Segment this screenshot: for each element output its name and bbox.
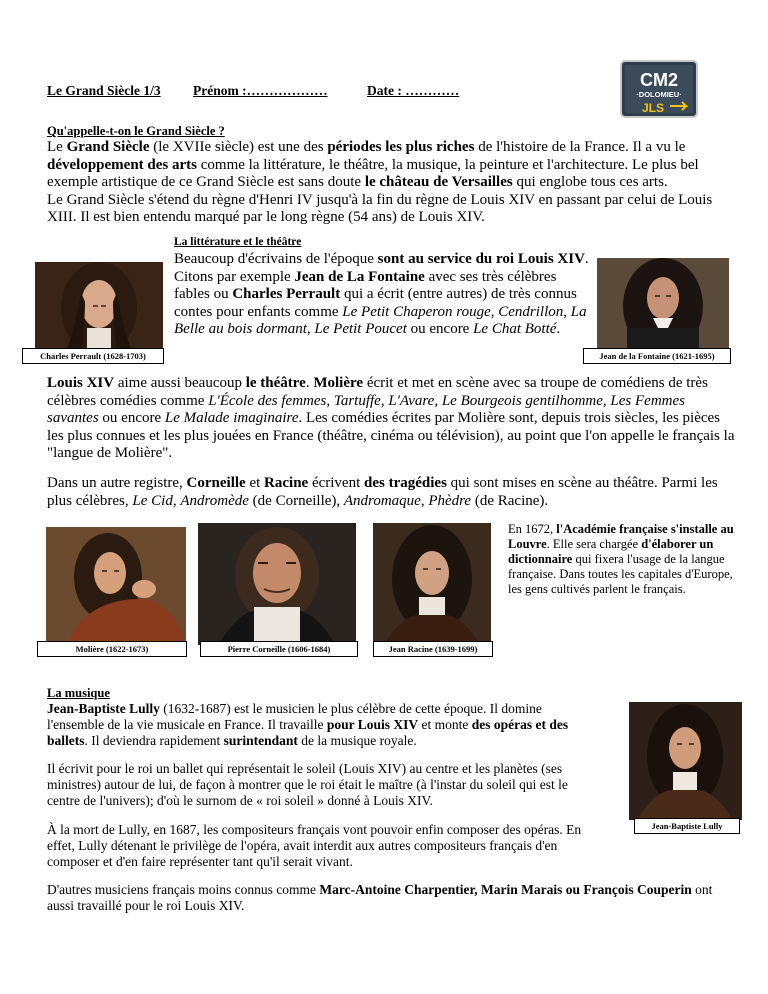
moliere-portrait xyxy=(46,527,186,645)
musique-paragraph-2: Il écrivit pour le roi un ballet qui représentait le soleil (Louis XIV) au centre et les planètes (ses ministres) autour de lui, de façon à montrer que le roi était le maître (à l'instar du soleil qui est le centre de l'univers); d'où le surnom de « roi soleil » donné à Louis XIV. xyxy=(47,761,568,808)
lafontaine-caption: Jean de la Fontaine (1621-1695) xyxy=(583,348,731,364)
lully-portrait xyxy=(629,702,742,820)
litt-heading: La littérature et le théâtre xyxy=(174,236,302,248)
musique-paragraph-3: À la mort de Lully, en 1687, les compositeurs français vont pouvoir enfin composer des opéras. En effet, Lully détenant le privilège de l'opéra, avait interdit aux autres compositeurs français d'en composer et d'en faire représenter tant qu'il serait vivant. xyxy=(47,822,582,869)
litt-paragraph: Beaucoup d'écrivains de l'époque sont au service du roi Louis XIV. Citons par exemple Jean de La Fontaine avec ses très célèbres fables ou Charles Perrault qui a écrit (entre autres) de très connus contes pour enfants comme Le Petit Chaperon rouge, Cendrillon, La Belle au bois dormant, Le Petit Poucet ou encore Le Chat Botté. xyxy=(174,251,589,337)
logo-line1: CM2 xyxy=(639,70,679,90)
intro-paragraph-2: Le Grand Siècle s'étend du règne d'Henri IV jusqu'à la fin du règne de Louis XIV en passant par celui de Louis XIII. Il est bien entendu marqué par le long règne (54 ans) de Louis XIV. xyxy=(47,191,713,225)
musique-paragraph-4: D'autres musiciens français moins connus comme Marc-Antoine Charpentier, Marin Marais ou François Couperin ont aussi travaillé pour le roi Louis XIV. xyxy=(47,882,713,913)
moliere-caption: Molière (1622-1673) xyxy=(37,641,187,657)
corneille-caption: Pierre Corneille (1606-1684) xyxy=(200,641,358,657)
perrault-caption: Charles Perrault (1628-1703) xyxy=(22,348,164,364)
academie-paragraph: En 1672, l'Académie française s'installe au Louvre. Elle sera chargée d'élaborer un dictionnaire qui fixera l'usage de la langue française. Dans toutes les capitales d'Europe, les gens cultivés parlent le français. xyxy=(508,522,734,596)
lully-caption: Jean-Baptiste Lully xyxy=(634,818,740,834)
date-field: Date : ………… xyxy=(367,83,460,98)
perrault-portrait xyxy=(35,262,163,352)
racine-caption: Jean Racine (1639-1699) xyxy=(373,641,493,657)
racine-portrait xyxy=(373,523,491,645)
logo-line2: ·DOLOMIEU· xyxy=(636,90,682,99)
intro-paragraph: Le Grand Siècle (le XVIIe siècle) est une des périodes les plus riches de l'histoire de la France. Il a vu le développement des arts comme la littérature, le théâtre, la musique, la peinture et l'architecture. Le plus bel exemple artistique de ce Grand Siècle est sans doute le château de Versailles qui englobe tous ces arts. Le Grand Siècle s'étend du règne d'Henri IV jusqu'à la fin du règne de Louis XIV en passant par celui de Louis XIII. Il est bien entendu marqué par le long règne (54 ans) de Louis XIV. xyxy=(47,139,713,225)
musique-heading: La musique xyxy=(47,686,110,700)
worksheet-title: Le Grand Siècle 1/3 xyxy=(47,83,161,98)
prenom-field: Prénom :……………… xyxy=(193,83,328,98)
logo-line3: JLS xyxy=(641,101,665,115)
cm2-dolomieu-logo xyxy=(620,60,698,118)
musique-paragraph-1: Jean-Baptiste Lully (1632-1687) est le musicien le plus célèbre de cette époque. Il domine l'ensemble de la vie musicale en France. Il travaille pour Louis XIV et monte des opéras et des ballets. Il deviendra rapidement surintendant de la musique royale. xyxy=(47,701,569,748)
corneille-portrait xyxy=(198,523,356,645)
tragedie-paragraph: Dans un autre registre, Corneille et Racine écrivent des tragédies qui sont mises en scène au théâtre. Parmi les plus célèbres, Le Cid, Andromède (de Corneille), Andromaque, Phèdre (de Racine). xyxy=(47,475,718,509)
theatre-paragraph: Louis XIV aime aussi beaucoup le théâtre. Molière écrit et met en scène avec sa troupe de comédiens de très célèbres comédies comme L'École des femmes, Tartuffe, L'Avare, Le Bourgeois gentilhomme, Les Femmes savantes ou encore Le Malade imaginaire. Les comédies écrites par Molière sont, depuis trois siècles, les pièces les plus connues et les plus jouées en France (théâtre, cinéma ou télévision), au point que l'on appelle le français la "langue de Molière". xyxy=(47,375,735,461)
lafontaine-portrait xyxy=(597,258,729,352)
intro-heading: Qu'appelle-t-on le Grand Siècle ? xyxy=(47,124,225,138)
